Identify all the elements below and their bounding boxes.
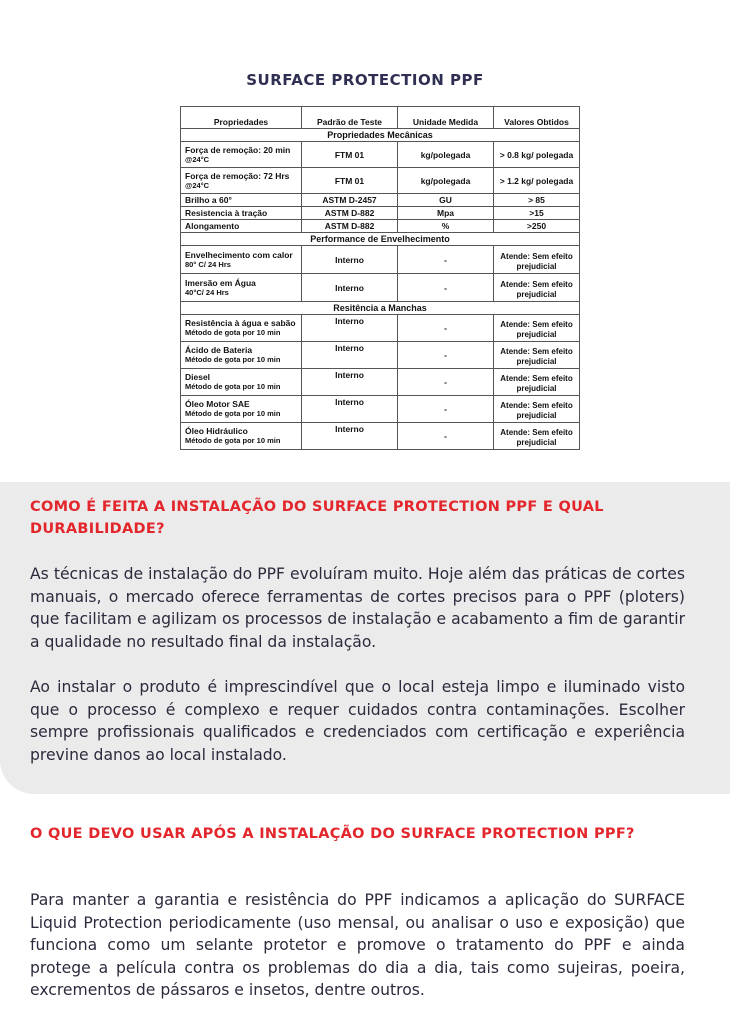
test-standard-cell: Interno [302,423,398,450]
table-row [181,315,580,342]
property-cell [181,369,302,396]
properties-table [180,106,580,450]
property-name: Força de remoção: 20 min [185,144,291,155]
table-row [181,220,580,233]
unit-cell: kg/polegada [398,142,494,168]
table-section-row [181,233,580,246]
unit-cell: - [398,246,494,274]
unit-cell: GU [398,194,494,207]
table-row [181,369,580,396]
property-name: Força de remoção: 72 Hrs [185,170,290,181]
value-cell: Atende: Sem efeito prejudicial [494,315,580,342]
value-cell: > 1.2 kg/ polegada [494,168,580,194]
test-standard-cell: ASTM D-882 [302,207,398,220]
property-name: Resistencia à tração [185,208,268,218]
table-row [181,194,580,207]
installation-paragraph-1: As técnicas de instalação do PPF evoluíram muito. Hoje além das práticas de cortes manuais, o mercado oferece ferramentas de cortes precisos para o PPF (ploters) que facilitam e agilizam os processos de instalação e acabamento a fim de garantir a qualidade no resultado final da instalação. [30,565,685,651]
value-cell: Atende: Sem efeito prejudicial [494,369,580,396]
property-name: Envelhecimento com calor [185,249,293,260]
property-condition: @24°C [185,180,210,190]
value-cell: >250 [494,220,580,233]
property-cell [181,396,302,423]
table-section-title: Propriedades Mecânicas [181,129,580,142]
property-name: Resistência à água e sabão [185,318,296,328]
property-name: Óleo Motor SAE [185,399,250,409]
unit-cell: % [398,220,494,233]
table-row [181,396,580,423]
test-standard-cell: Interno [302,274,398,302]
table-row [181,423,580,450]
unit-cell: Mpa [398,207,494,220]
value-cell: > 0.8 kg/ polegada [494,142,580,168]
value-cell: Atende: Sem efeito prejudicial [494,342,580,369]
test-standard-cell: Interno [302,369,398,396]
table-row [181,142,580,168]
header-values: Valores Obtidos [494,107,580,129]
table-row [181,246,580,274]
property-condition: Método de gota por 10 min [185,436,281,445]
value-cell: >15 [494,207,580,220]
header-test-standard: Padrão de Teste [302,107,398,129]
property-cell [181,274,302,302]
after-install-paragraph: Para manter a garantia e resistência do PPF indicamos a aplicação do SURFACE Liquid Protection periodicamente (uso mensal, ou analisar o uso e exposição) que funciona como um selante protetor e promove o tratamento do PPF e ainda protege a película contra os problemas do dia a dia, tais como sujeiras, poeira, excrementos de pássaros e insetos, dentre outros. [30,891,685,999]
property-condition: Método de gota por 10 min [185,355,281,364]
document-title: SURFACE PROTECTION PPF [246,71,484,89]
test-standard-cell: Interno [302,396,398,423]
property-condition: Método de gota por 10 min [185,409,281,418]
unit-cell: - [398,369,494,396]
installation-heading: COMO É FEITA A INSTALAÇÃO DO SURFACE PROTECTION PPF E QUAL DURABILIDADE? [30,499,604,537]
property-cell [181,168,302,194]
after-install-heading: O QUE DEVO USAR APÓS A INSTALAÇÃO DO SURFACE PROTECTION PPF? [30,826,635,842]
test-standard-cell: FTM 01 [302,168,398,194]
installation-paragraph-2: Ao instalar o produto é imprescindível que o local esteja limpo e iluminado visto que o processo é complexo e requer cuidados contra contaminações. Escolher sempre profissionais qualificados e credenciados com certificação e experiência previne danos ao local instalado. [30,678,685,764]
property-cell [181,220,302,233]
table-section-row [181,129,580,142]
value-cell: Atende: Sem efeito prejudicial [494,423,580,450]
property-cell [181,207,302,220]
test-standard-cell: FTM 01 [302,142,398,168]
table-section-row [181,302,580,315]
table-section-title: Performance de Envelhecimento [181,233,580,246]
header-properties: Propriedades [181,107,302,129]
property-condition: Método de gota por 10 min [185,382,281,391]
table-row [181,168,580,194]
unit-cell: - [398,396,494,423]
unit-cell: - [398,423,494,450]
table-row [181,207,580,220]
test-standard-cell: ASTM D-2457 [302,194,398,207]
value-cell: Atende: Sem efeito prejudicial [494,246,580,274]
unit-cell: - [398,315,494,342]
property-cell [181,194,302,207]
test-standard-cell: Interno [302,342,398,369]
property-name: Brilho a 60° [185,195,232,205]
unit-cell: - [398,342,494,369]
table-row [181,342,580,369]
table-body [181,129,580,450]
property-cell [181,246,302,274]
property-condition: @24°C [185,154,210,164]
test-standard-cell: Interno [302,246,398,274]
table-row [181,274,580,302]
property-name: Ácido de Bateria [185,345,253,355]
value-cell: > 85 [494,194,580,207]
value-cell: Atende: Sem efeito prejudicial [494,274,580,302]
property-name: Imersão em Água [185,277,256,288]
table-header-row [181,107,580,129]
test-standard-cell: Interno [302,315,398,342]
test-standard-cell: ASTM D-882 [302,220,398,233]
property-name: Diesel [185,372,211,382]
property-cell [181,423,302,450]
property-condition: Método de gota por 10 min [185,328,281,337]
property-cell [181,142,302,168]
table-section-title: Resitência a Manchas [181,302,580,315]
unit-cell: - [398,274,494,302]
property-condition: 40°C/ 24 Hrs [185,287,229,297]
header-unit: Unidade Medida [398,107,494,129]
property-cell [181,315,302,342]
property-condition: 80° C/ 24 Hrs [185,259,231,269]
value-cell: Atende: Sem efeito prejudicial [494,396,580,423]
property-name: Alongamento [185,221,240,231]
property-name: Óleo Hidráulico [185,426,248,436]
unit-cell: kg/polegada [398,168,494,194]
property-cell [181,342,302,369]
